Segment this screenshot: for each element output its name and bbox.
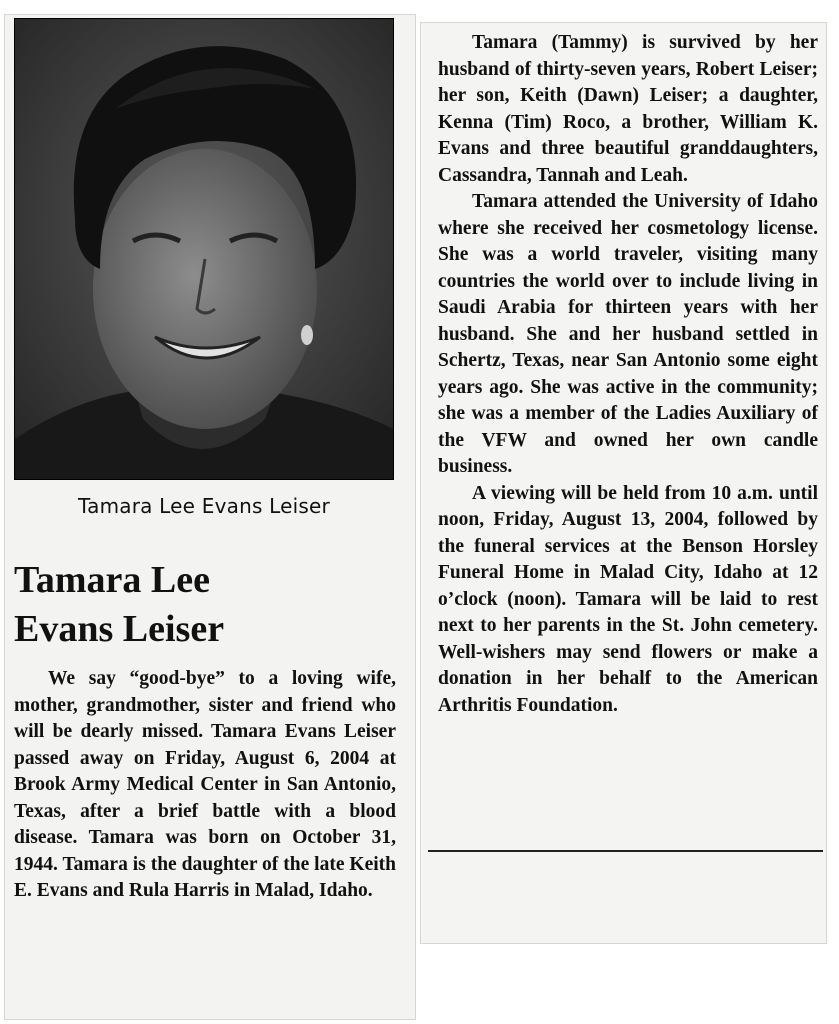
photo-caption: Tamara Lee Evans Leiser bbox=[78, 494, 330, 518]
obituary-headline bbox=[14, 556, 404, 654]
paragraph: Tamara (Tammy) is survived by her husband of thirty-seven years, Robert Leiser; her son, Keith (Dawn) Leiser; a daughter, Kenna (Tim) Roco, a brother, William K. Evans and three beautiful granddaughters, Cassandra, Tannah and Leah. bbox=[438, 32, 818, 186]
left-column-text bbox=[14, 666, 396, 905]
headline-line-1: Tamara Lee bbox=[14, 559, 210, 601]
portrait-photo bbox=[14, 18, 394, 480]
paragraph: Tamara attended the University of Idaho where she received her cosmetology license. She was a world traveler, visiting many countries the world over to include living in Saudi Arabia for thirteen years with her husband. She and her husband settled in Schertz, Texas, near San Antonio some eight years ago. She was active in the community; she was a member of the Ladies Auxiliary of the VFW and owned her own candle business. bbox=[438, 191, 818, 477]
paragraph: We say “good-bye” to a loving wife, mother, grandmother, sister and friend who will be dearly missed. Tamara Evans Leiser passed away on Friday, August 6, 2004 at Brook Army Medical Center in San Antonio, Texas, after a brief battle with a blood disease. Tamara was born on October 31, 1944. Tamara is the daughter of the late Keith E. Evans and Rula Harris in Malad, Idaho. bbox=[14, 668, 396, 901]
portrait-icon bbox=[15, 19, 393, 479]
right-column-text bbox=[438, 30, 818, 719]
headline-line-2: Evans Leiser bbox=[14, 608, 225, 650]
column-rule bbox=[428, 850, 823, 852]
paragraph: A viewing will be held from 10 a.m. until noon, Friday, August 13, 2004, followed by the funeral services at the Benson Horsley Funeral Home in Malad City, Idaho at 12 o’clock (noon). Tamara will be laid to rest next to her parents in the St. John cemetery. Well-wishers may send flowers or make a donation in her behalf to the American Arthritis Foundation. bbox=[438, 482, 818, 716]
